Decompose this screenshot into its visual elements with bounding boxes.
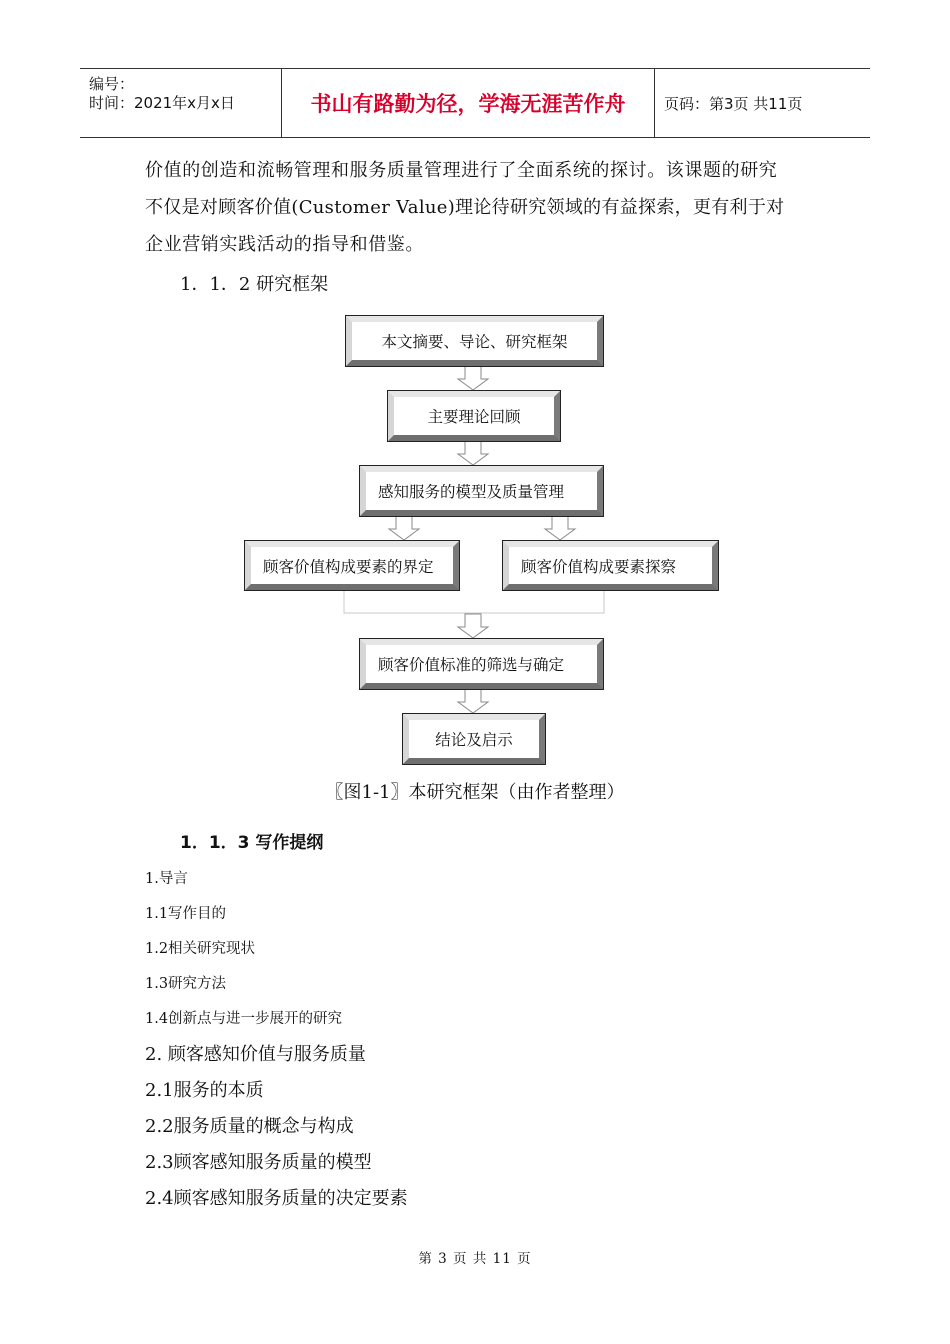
section-heading-112: 1．1．2 研究框架 <box>180 274 329 295</box>
paragraph-line-1: 价值的创造和流畅管理和服务质量管理进行了全面系统的探讨。该课题的研究 <box>145 160 778 181</box>
header-slogan: 书山有路勤为径，学海无涯苦作舟 <box>282 69 655 137</box>
paragraph-line-3: 企业营销实践活动的指导和借鉴。 <box>145 234 424 255</box>
figure-caption: 〖图1-1〗本研究框架（由作者整理） <box>325 782 625 803</box>
outline-item: 2.4顾客感知服务质量的决定要素 <box>145 1188 408 1209</box>
outline-item: 2.3顾客感知服务质量的模型 <box>145 1152 372 1173</box>
header-page-info: 页码：第3页 共11页 <box>664 94 803 113</box>
arrow-down-icon <box>458 614 488 638</box>
flow-box-value-exploration: 顾客价值构成要素探察 <box>503 541 718 590</box>
outline-item: 1.导言 <box>145 871 188 887</box>
arrow-down-icon <box>458 441 488 465</box>
flow-box-conclusion: 结论及启示 <box>403 714 545 764</box>
number-label: 编号： <box>89 75 135 93</box>
outline-item: 2. 顾客感知价值与服务质量 <box>145 1044 366 1065</box>
arrow-down-icon <box>545 516 575 540</box>
paragraph-line-2: 不仅是对顾客价值(Customer Value)理论待研究领域的有益探索，更有利于对 <box>145 197 785 218</box>
flow-box-abstract: 本文摘要、导论、研究框架 <box>346 316 603 366</box>
outline-item: 1.4创新点与进一步展开的研究 <box>145 1011 343 1027</box>
arrow-down-icon <box>458 366 488 390</box>
section-heading-113: 1．1．3 写作提纲 <box>180 833 324 853</box>
flow-box-value-definition: 顾客价值构成要素的界定 <box>245 541 459 590</box>
flow-box-value-standard: 顾客价值标准的筛选与确定 <box>360 639 603 689</box>
date-label: 时间：2021年x月x日 <box>89 94 235 112</box>
page-footer: 第 3 页 共 11 页 <box>418 1251 532 1267</box>
flow-box-theory-review: 主要理论回顾 <box>388 391 560 441</box>
arrow-down-icon <box>389 516 419 540</box>
outline-item: 1.1写作目的 <box>145 906 227 922</box>
outline-item: 1.2相关研究现状 <box>145 941 256 957</box>
outline-item: 1.3研究方法 <box>145 976 227 992</box>
arrow-down-icon <box>458 689 488 713</box>
outline-item: 2.1服务的本质 <box>145 1080 264 1101</box>
outline-item: 2.2服务质量的概念与构成 <box>145 1116 354 1137</box>
flow-box-service-model: 感知服务的模型及质量管理 <box>360 466 603 516</box>
merge-connector <box>344 590 604 613</box>
